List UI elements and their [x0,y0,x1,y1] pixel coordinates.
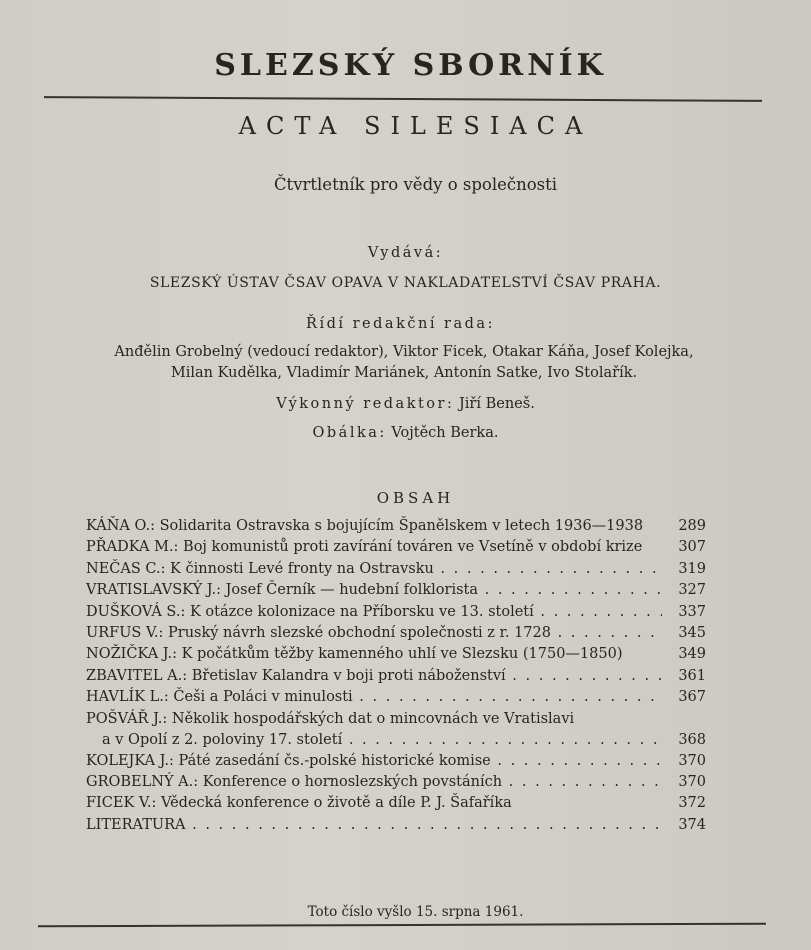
table-of-contents [86,516,706,836]
toc-entry-title: ZBAVITEL A.: Břetislav Kalandra v boji proti náboženství . . . [86,666,662,687]
toc-entry-title: FICEK V.: Vědecká konference o životě a díle P. J. Šafaříka [86,795,512,812]
toc-entry-page: 370 [678,752,706,769]
journal-title: SLEZSKÝ SBORNÍK [214,48,607,83]
toc-entry-page: 327 [678,582,706,599]
toc-entry [86,666,706,687]
toc-entry-page: 337 [678,603,706,620]
toc-entry [86,580,706,601]
top-rule [44,96,762,102]
toc-entry-page: 349 [678,646,706,663]
toc-entry-title: KÁŇA O.: Solidarita Ostravska s bojujícím Španělskem v letech 1936—1938 [86,518,644,534]
toc-entry [86,793,706,814]
toc-entry [86,516,706,537]
toc-entry-title: NEČAS C.: K činnosti Levé fronty na Ostravsku . . . [86,559,662,580]
exec-editor-name: Jiří Beneš. [458,396,535,412]
cover-label: Obálka: [312,425,387,441]
toc-entry-page: 319 [678,560,706,577]
journal-subtitle: ACTA SILESIACA [238,112,593,140]
board-members-line-2: Milan Kudělka, Vladimír Mariánek, Antonín Satke, Ivo Stolařík. [170,365,638,381]
board-members [84,342,724,384]
journal-tagline: Čtvrtletník pro vědy o společnosti [273,175,558,194]
toc-entry-page: 289 [678,518,706,534]
toc-entry-title: URFUS V.: Pruský návrh slezské obchodní společnosti z r. 1728 . . . [86,623,662,644]
toc-entry-title: NOŽIČKA J.: K počátkům těžby kamenného uhlí ve Slezsku (1750—1850) [86,646,623,663]
publication-date: Toto číslo vyšlo 15. srpna 1961. [307,904,524,920]
toc-entry-page: 374 [678,816,706,833]
toc-entry-page: 345 [678,624,706,641]
toc-entry [86,751,706,772]
publisher-label: Vydává: [367,245,444,261]
toc-entry [86,537,706,558]
toc-entry [86,709,706,751]
toc-entry [86,687,706,708]
toc-entry [86,623,706,644]
cover-line [0,425,811,441]
cover-name: Vojtěch Berka. [391,425,499,441]
publisher: SLEZSKÝ ÚSTAV ČSAV OPAVA V NAKLADATELSTVÍ ČSAV PRAHA. [149,275,662,291]
toc-entry-page: 367 [678,689,706,706]
toc-entry [86,772,706,793]
toc-entry-title: VRATISLAVSKÝ J.: Josef Černík — hudební folklorista . . . [86,580,662,601]
toc-entry-title: LITERATURA . . . [86,815,662,836]
exec-editor-line [0,396,811,412]
toc-entry [86,644,706,665]
toc-entry-page: 368 [678,731,706,748]
board-members-line-1: Anđělin Grobelný (vedoucí redaktor), Viktor Ficek, Otakar Káňa, Josef Kolejka, [114,344,694,360]
toc-entry-title: HAVLÍK L.: Češi a Poláci v minulosti . . . [86,687,662,708]
toc-entry-page: 370 [678,773,706,790]
toc-entry-title-continued: a v Opolí z 2. poloviny 17. století . . . [102,730,662,751]
toc-entry-title: DUŠKOVÁ S.: K otázce kolonizace na Příborsku ve 13. století . . . [86,602,662,623]
toc-entry-title: POŠVÁŘ J.: Několik hospodářských dat o mincovnách ve Vratislavi [86,710,575,727]
toc-entry-page: 307 [678,539,706,556]
toc-entry [86,559,706,580]
toc-entry-page: 361 [678,667,706,684]
exec-editor-label: Výkonný redaktor: [276,396,455,412]
toc-entry-title: GROBELNÝ A.: Konference o hornoslezských povstáních . . . [86,772,662,793]
toc-entry [86,815,706,836]
board-label: Řídí redakční rada: [306,316,495,332]
bottom-rule [38,923,766,928]
toc-entry [86,602,706,623]
toc-entry-page: 372 [678,795,706,812]
toc-title: OBSAH [376,489,455,507]
toc-entry-title: PŘADKA M.: Boj komunistů proti zavírání továren ve Vsetíně v období krize [86,539,643,556]
toc-entry-title: KOLEJKA J.: Páté zasedání čs.-polské historické komise . . . [86,751,662,772]
